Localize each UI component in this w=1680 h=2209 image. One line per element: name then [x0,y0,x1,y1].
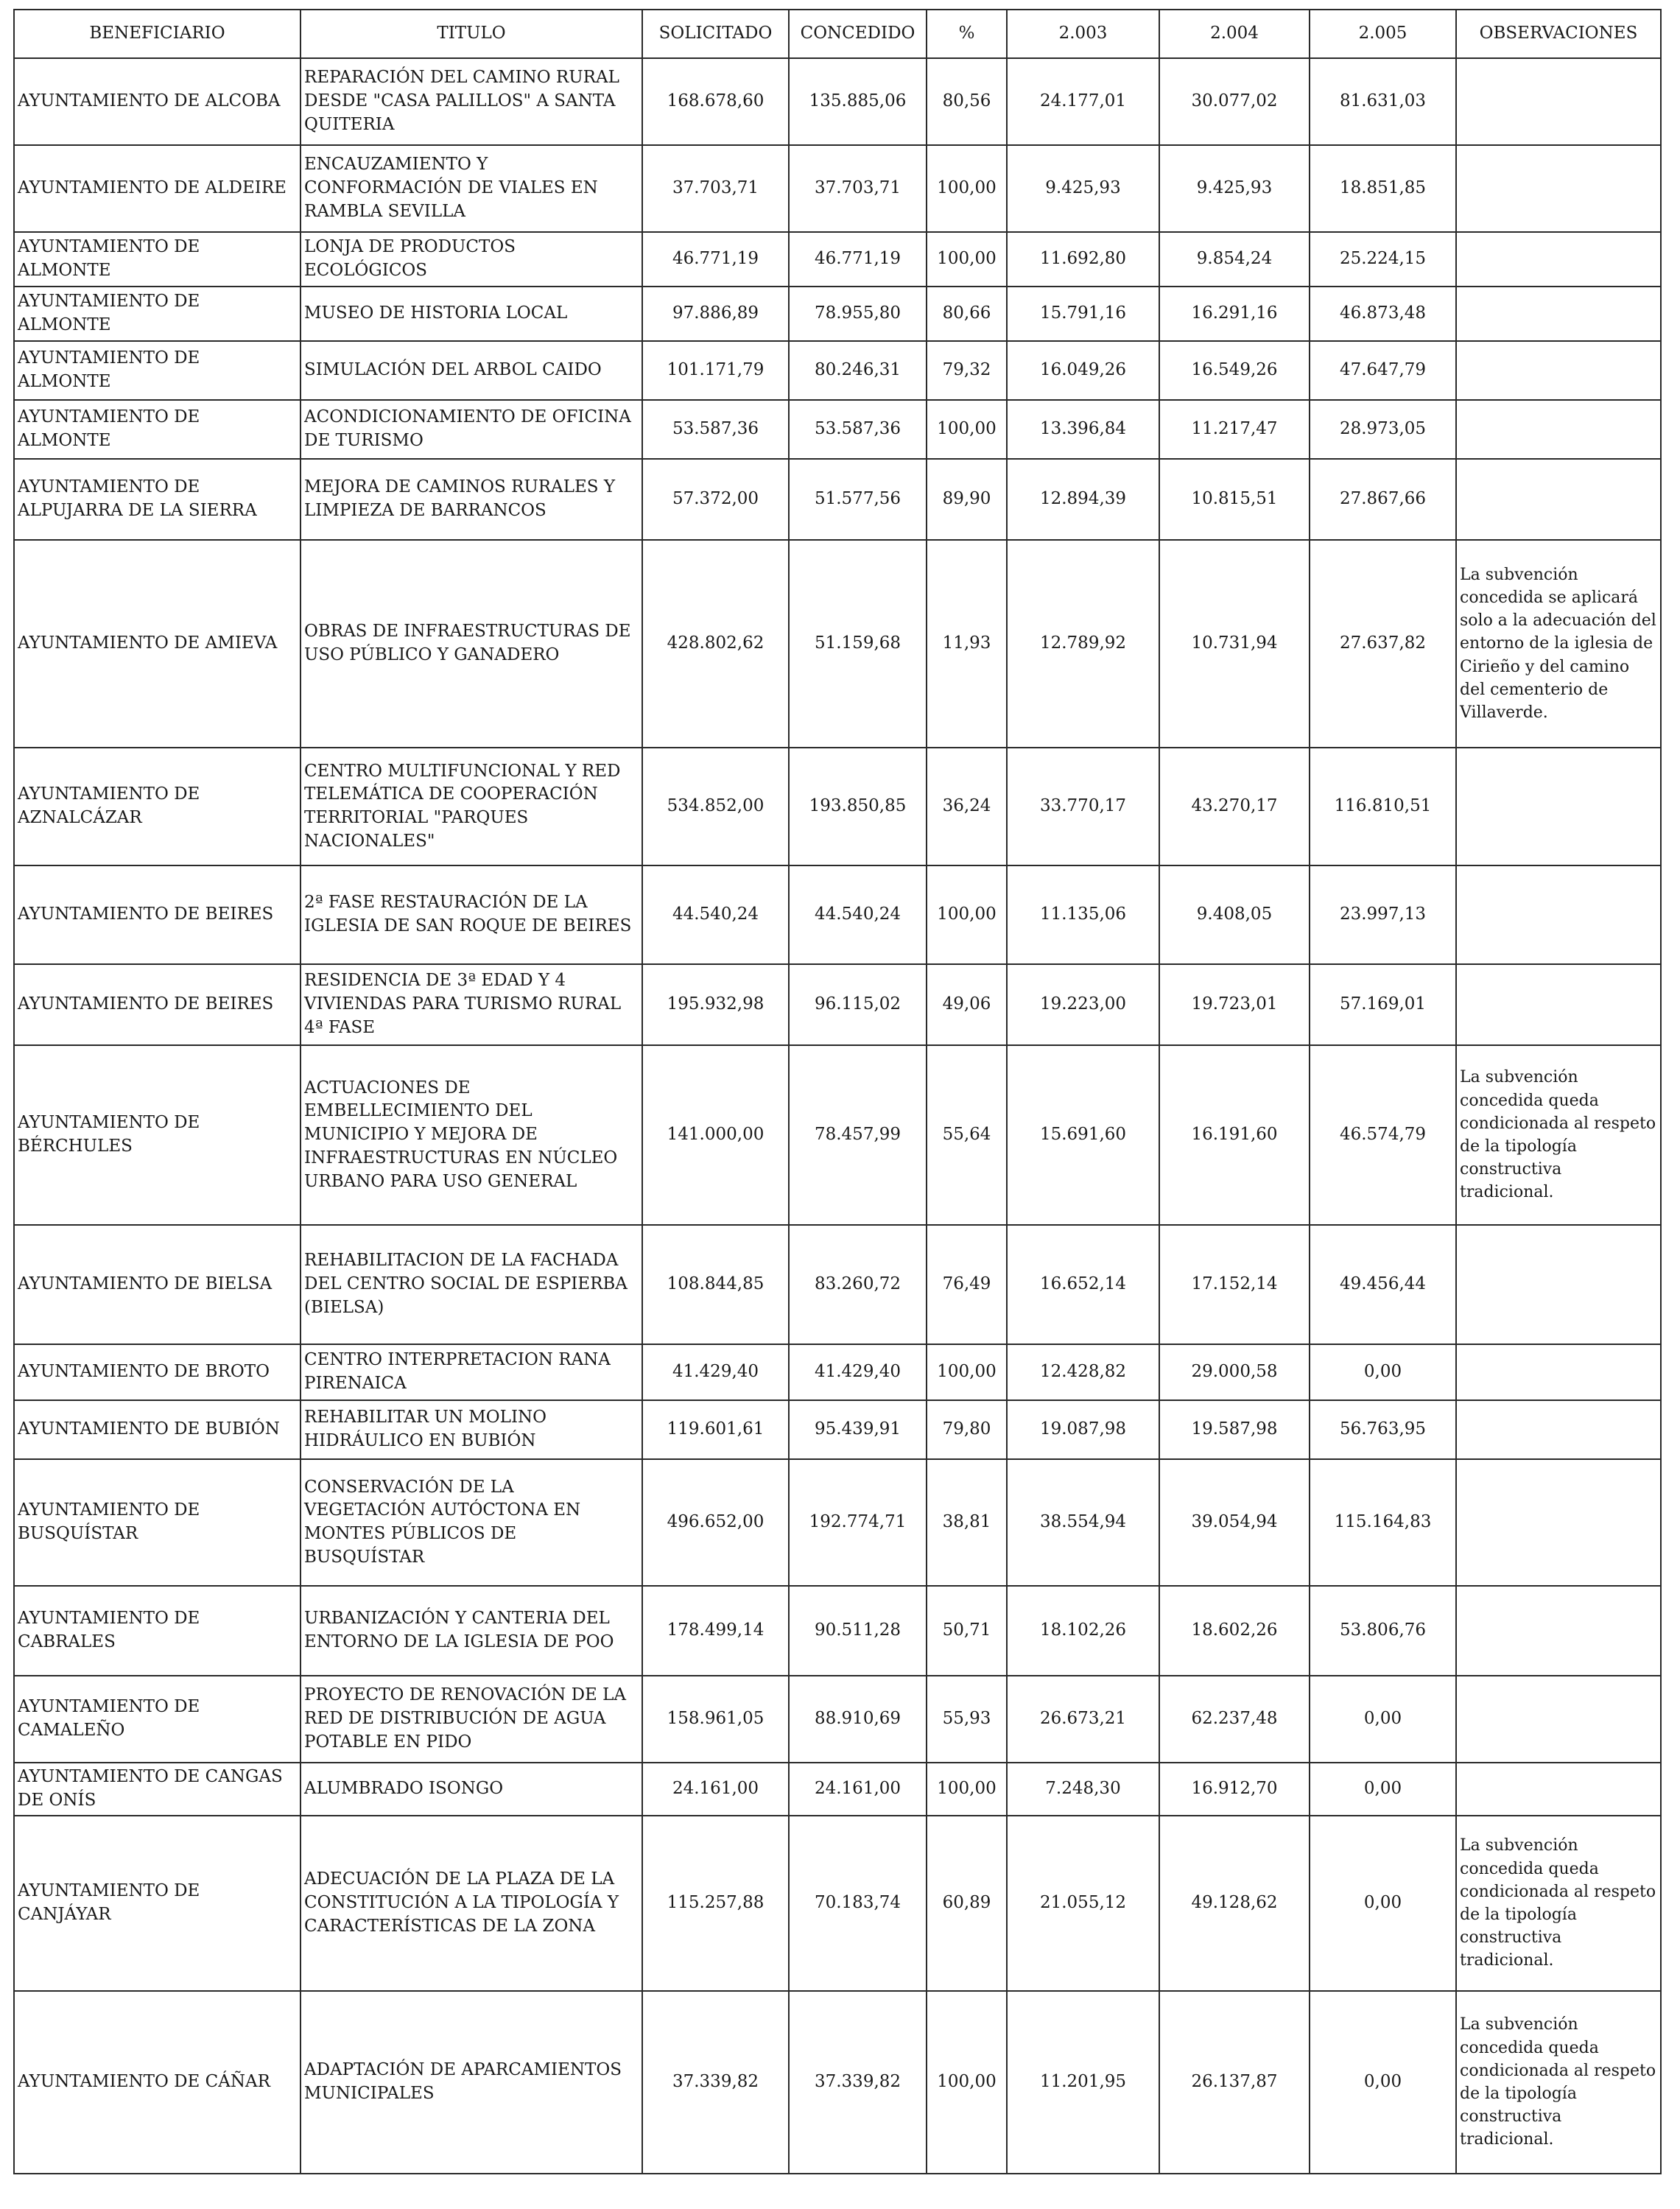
cell-percent: 100,00 [927,1344,1007,1400]
cell-2004: 62.237,48 [1159,1676,1310,1763]
cell-titulo: SIMULACIÓN DEL ARBOL CAIDO [300,341,642,400]
cell-2005: 25.224,15 [1310,232,1456,287]
cell-2004: 11.217,47 [1159,400,1310,459]
cell-solicitado: 178.499,14 [642,1586,789,1676]
cell-titulo: REHABILITAR UN MOLINO HIDRÁULICO EN BUBIÓN [300,1400,642,1459]
table-row [14,1400,1661,1459]
cell-2003: 15.691,60 [1007,1045,1159,1225]
col-header-titulo: TITULO [300,10,642,58]
cell-solicitado: 37.339,82 [642,1991,789,2174]
cell-2003: 21.055,12 [1007,1816,1159,1991]
cell-2005: 0,00 [1310,1344,1456,1400]
table-row [14,58,1661,145]
cell-2003: 13.396,84 [1007,400,1159,459]
cell-observaciones [1456,1225,1661,1344]
cell-concedido: 78.457,99 [789,1045,927,1225]
cell-concedido: 44.540,24 [789,865,927,964]
cell-2005: 28.973,05 [1310,400,1456,459]
cell-2004: 9.425,93 [1159,145,1310,232]
cell-2004: 16.191,60 [1159,1045,1310,1225]
cell-2004: 18.602,26 [1159,1586,1310,1676]
cell-beneficiario: AYUNTAMIENTO DE CANGAS DE ONÍS [14,1763,300,1816]
cell-observaciones: La subvención concedida se aplicará solo a la adecuación del entorno de la iglesia de Cirieño y del camino del cementerio de Villaverde. [1456,540,1661,748]
cell-2003: 26.673,21 [1007,1676,1159,1763]
table-row [14,1991,1661,2174]
cell-beneficiario: AYUNTAMIENTO DE BUSQUÍSTAR [14,1459,300,1586]
cell-percent: 55,64 [927,1045,1007,1225]
cell-2005: 57.169,01 [1310,964,1456,1045]
cell-2003: 38.554,94 [1007,1459,1159,1586]
cell-percent: 55,93 [927,1676,1007,1763]
cell-percent: 100,00 [927,1763,1007,1816]
cell-percent: 60,89 [927,1816,1007,1991]
cell-2005: 81.631,03 [1310,58,1456,145]
cell-concedido: 78.955,80 [789,287,927,341]
cell-beneficiario: AYUNTAMIENTO DE ALMONTE [14,341,300,400]
cell-observaciones [1456,287,1661,341]
cell-2004: 10.815,51 [1159,459,1310,540]
cell-2003: 11.135,06 [1007,865,1159,964]
cell-beneficiario: AYUNTAMIENTO DE ALMONTE [14,287,300,341]
cell-titulo: LONJA DE PRODUCTOS ECOLÓGICOS [300,232,642,287]
cell-concedido: 51.159,68 [789,540,927,748]
cell-2004: 9.854,24 [1159,232,1310,287]
cell-titulo: CENTRO MULTIFUNCIONAL Y RED TELEMÁTICA DE COOPERACIÓN TERRITORIAL "PARQUES NACIONALES" [300,748,642,865]
cell-titulo: ACTUACIONES DE EMBELLECIMIENTO DEL MUNICIPIO Y MEJORA DE INFRAESTRUCTURAS EN NÚCLEO URBANO PARA USO GENERAL [300,1045,642,1225]
cell-concedido: 37.703,71 [789,145,927,232]
grants-table [13,9,1662,2174]
cell-titulo: CONSERVACIÓN DE LA VEGETACIÓN AUTÓCTONA EN MONTES PÚBLICOS DE BUSQUÍSTAR [300,1459,642,1586]
cell-2003: 12.789,92 [1007,540,1159,748]
cell-2003: 19.087,98 [1007,1400,1159,1459]
cell-observaciones [1456,865,1661,964]
cell-2004: 10.731,94 [1159,540,1310,748]
cell-2004: 19.587,98 [1159,1400,1310,1459]
cell-solicitado: 101.171,79 [642,341,789,400]
cell-percent: 36,24 [927,748,1007,865]
cell-observaciones [1456,1459,1661,1586]
cell-2003: 18.102,26 [1007,1586,1159,1676]
cell-observaciones: La subvención concedida queda condicionada al respeto de la tipología constructiva tradicional. [1456,1991,1661,2174]
cell-2004: 43.270,17 [1159,748,1310,865]
cell-percent: 80,56 [927,58,1007,145]
cell-2005: 0,00 [1310,1676,1456,1763]
cell-solicitado: 496.652,00 [642,1459,789,1586]
cell-observaciones [1456,232,1661,287]
table-row [14,748,1661,865]
cell-titulo: ENCAUZAMIENTO Y CONFORMACIÓN DE VIALES EN RAMBLA SEVILLA [300,145,642,232]
cell-beneficiario: AYUNTAMIENTO DE ALCOBA [14,58,300,145]
cell-titulo: REPARACIÓN DEL CAMINO RURAL DESDE "CASA PALILLOS" A SANTA QUITERIA [300,58,642,145]
cell-2003: 12.894,39 [1007,459,1159,540]
cell-2005: 18.851,85 [1310,145,1456,232]
cell-solicitado: 24.161,00 [642,1763,789,1816]
cell-2005: 49.456,44 [1310,1225,1456,1344]
cell-titulo: MUSEO DE HISTORIA LOCAL [300,287,642,341]
table-row [14,1459,1661,1586]
cell-concedido: 95.439,91 [789,1400,927,1459]
cell-solicitado: 44.540,24 [642,865,789,964]
cell-observaciones [1456,1344,1661,1400]
cell-observaciones [1456,964,1661,1045]
cell-concedido: 51.577,56 [789,459,927,540]
cell-beneficiario: AYUNTAMIENTO DE ALDEIRE [14,145,300,232]
cell-concedido: 41.429,40 [789,1344,927,1400]
cell-titulo: URBANIZACIÓN Y CANTERIA DEL ENTORNO DE LA IGLESIA DE POO [300,1586,642,1676]
cell-2005: 27.867,66 [1310,459,1456,540]
cell-solicitado: 115.257,88 [642,1816,789,1991]
cell-beneficiario: AYUNTAMIENTO DE BEIRES [14,964,300,1045]
cell-percent: 79,32 [927,341,1007,400]
cell-solicitado: 119.601,61 [642,1400,789,1459]
cell-beneficiario: AYUNTAMIENTO DE CAMALEÑO [14,1676,300,1763]
cell-solicitado: 108.844,85 [642,1225,789,1344]
cell-titulo: CENTRO INTERPRETACION RANA PIRENAICA [300,1344,642,1400]
cell-2004: 39.054,94 [1159,1459,1310,1586]
cell-titulo: REHABILITACION DE LA FACHADA DEL CENTRO SOCIAL DE ESPIERBA (BIELSA) [300,1225,642,1344]
cell-observaciones [1456,748,1661,865]
table-row [14,1676,1661,1763]
cell-2005: 46.873,48 [1310,287,1456,341]
table-row [14,341,1661,400]
cell-beneficiario: AYUNTAMIENTO DE ALMONTE [14,400,300,459]
cell-concedido: 70.183,74 [789,1816,927,1991]
cell-titulo: ACONDICIONAMIENTO DE OFICINA DE TURISMO [300,400,642,459]
cell-solicitado: 195.932,98 [642,964,789,1045]
cell-percent: 11,93 [927,540,1007,748]
cell-2005: 0,00 [1310,1763,1456,1816]
cell-titulo: ALUMBRADO ISONGO [300,1763,642,1816]
cell-concedido: 80.246,31 [789,341,927,400]
cell-2005: 27.637,82 [1310,540,1456,748]
cell-2003: 9.425,93 [1007,145,1159,232]
cell-beneficiario: AYUNTAMIENTO DE BÉRCHULES [14,1045,300,1225]
cell-observaciones: La subvención concedida queda condicionada al respeto de la tipología constructiva tradicional. [1456,1816,1661,1991]
cell-2004: 16.291,16 [1159,287,1310,341]
cell-2004: 49.128,62 [1159,1816,1310,1991]
cell-2003: 33.770,17 [1007,748,1159,865]
header-row [14,10,1661,58]
col-header-concedido: CONCEDIDO [789,10,927,58]
cell-2005: 115.164,83 [1310,1459,1456,1586]
cell-titulo: ADECUACIÓN DE LA PLAZA DE LA CONSTITUCIÓN A LA TIPOLOGÍA Y CARACTERÍSTICAS DE LA ZONA [300,1816,642,1991]
cell-observaciones [1456,1763,1661,1816]
cell-concedido: 37.339,82 [789,1991,927,2174]
cell-observaciones: La subvención concedida queda condicionada al respeto de la tipología constructiva tradicional. [1456,1045,1661,1225]
cell-percent: 100,00 [927,1991,1007,2174]
cell-beneficiario: AYUNTAMIENTO DE CABRALES [14,1586,300,1676]
cell-percent: 100,00 [927,145,1007,232]
cell-solicitado: 428.802,62 [642,540,789,748]
table-row [14,232,1661,287]
cell-titulo: 2ª FASE RESTAURACIÓN DE LA IGLESIA DE SAN ROQUE DE BEIRES [300,865,642,964]
cell-solicitado: 53.587,36 [642,400,789,459]
cell-beneficiario: AYUNTAMIENTO DE BIELSA [14,1225,300,1344]
table-row [14,1045,1661,1225]
cell-observaciones [1456,1400,1661,1459]
cell-2004: 16.912,70 [1159,1763,1310,1816]
cell-2005: 47.647,79 [1310,341,1456,400]
cell-concedido: 24.161,00 [789,1763,927,1816]
cell-2005: 116.810,51 [1310,748,1456,865]
cell-percent: 89,90 [927,459,1007,540]
cell-beneficiario: AYUNTAMIENTO DE CÁÑAR [14,1991,300,2174]
cell-2003: 19.223,00 [1007,964,1159,1045]
cell-percent: 100,00 [927,400,1007,459]
cell-titulo: ADAPTACIÓN DE APARCAMIENTOS MUNICIPALES [300,1991,642,2174]
cell-titulo: PROYECTO DE RENOVACIÓN DE LA RED DE DISTRIBUCIÓN DE AGUA POTABLE EN PIDO [300,1676,642,1763]
cell-2004: 26.137,87 [1159,1991,1310,2174]
cell-solicitado: 57.372,00 [642,459,789,540]
cell-titulo: RESIDENCIA DE 3ª EDAD Y 4 VIVIENDAS PARA TURISMO RURAL 4ª FASE [300,964,642,1045]
table-row [14,1816,1661,1991]
cell-concedido: 88.910,69 [789,1676,927,1763]
cell-2003: 16.652,14 [1007,1225,1159,1344]
cell-2005: 56.763,95 [1310,1400,1456,1459]
col-header-solicitado: SOLICITADO [642,10,789,58]
table-row [14,540,1661,748]
cell-percent: 100,00 [927,865,1007,964]
cell-beneficiario: AYUNTAMIENTO DE BUBIÓN [14,1400,300,1459]
cell-2003: 7.248,30 [1007,1763,1159,1816]
cell-observaciones [1456,459,1661,540]
cell-2005: 46.574,79 [1310,1045,1456,1225]
cell-observaciones [1456,58,1661,145]
table-row [14,1586,1661,1676]
cell-percent: 49,06 [927,964,1007,1045]
cell-solicitado: 168.678,60 [642,58,789,145]
col-header-2005: 2.005 [1310,10,1456,58]
table-row [14,865,1661,964]
cell-concedido: 53.587,36 [789,400,927,459]
table-row [14,287,1661,341]
cell-percent: 76,49 [927,1225,1007,1344]
cell-2004: 30.077,02 [1159,58,1310,145]
cell-percent: 80,66 [927,287,1007,341]
cell-beneficiario: AYUNTAMIENTO DE AMIEVA [14,540,300,748]
cell-beneficiario: AYUNTAMIENTO DE ALMONTE [14,232,300,287]
cell-beneficiario: AYUNTAMIENTO DE ALPUJARRA DE LA SIERRA [14,459,300,540]
cell-solicitado: 41.429,40 [642,1344,789,1400]
cell-2005: 23.997,13 [1310,865,1456,964]
cell-solicitado: 158.961,05 [642,1676,789,1763]
cell-2003: 24.177,01 [1007,58,1159,145]
cell-2003: 12.428,82 [1007,1344,1159,1400]
cell-2003: 15.791,16 [1007,287,1159,341]
cell-concedido: 96.115,02 [789,964,927,1045]
cell-2004: 9.408,05 [1159,865,1310,964]
cell-2003: 16.049,26 [1007,341,1159,400]
col-header-percent: % [927,10,1007,58]
cell-solicitado: 141.000,00 [642,1045,789,1225]
cell-2004: 19.723,01 [1159,964,1310,1045]
cell-percent: 38,81 [927,1459,1007,1586]
cell-concedido: 46.771,19 [789,232,927,287]
cell-observaciones [1456,341,1661,400]
cell-beneficiario: AYUNTAMIENTO DE BEIRES [14,865,300,964]
cell-observaciones [1456,1676,1661,1763]
cell-concedido: 90.511,28 [789,1586,927,1676]
cell-concedido: 192.774,71 [789,1459,927,1586]
table-row [14,459,1661,540]
cell-titulo: OBRAS DE INFRAESTRUCTURAS DE USO PÚBLICO Y GANADERO [300,540,642,748]
table-row [14,145,1661,232]
cell-solicitado: 46.771,19 [642,232,789,287]
col-header-observaciones: OBSERVACIONES [1456,10,1661,58]
cell-observaciones [1456,145,1661,232]
table-row [14,400,1661,459]
col-header-beneficiario: BENEFICIARIO [14,10,300,58]
table-row [14,1763,1661,1816]
cell-2003: 11.692,80 [1007,232,1159,287]
cell-solicitado: 97.886,89 [642,287,789,341]
cell-solicitado: 534.852,00 [642,748,789,865]
cell-concedido: 83.260,72 [789,1225,927,1344]
cell-percent: 50,71 [927,1586,1007,1676]
cell-2004: 16.549,26 [1159,341,1310,400]
cell-solicitado: 37.703,71 [642,145,789,232]
table-row [14,1225,1661,1344]
cell-beneficiario: AYUNTAMIENTO DE AZNALCÁZAR [14,748,300,865]
cell-2004: 17.152,14 [1159,1225,1310,1344]
table-row [14,1344,1661,1400]
cell-percent: 79,80 [927,1400,1007,1459]
table-row [14,964,1661,1045]
cell-beneficiario: AYUNTAMIENTO DE BROTO [14,1344,300,1400]
cell-2005: 0,00 [1310,1816,1456,1991]
cell-beneficiario: AYUNTAMIENTO DE CANJÁYAR [14,1816,300,1991]
cell-2004: 29.000,58 [1159,1344,1310,1400]
cell-percent: 100,00 [927,232,1007,287]
cell-observaciones [1456,400,1661,459]
cell-concedido: 193.850,85 [789,748,927,865]
col-header-2003: 2.003 [1007,10,1159,58]
cell-concedido: 135.885,06 [789,58,927,145]
cell-2005: 0,00 [1310,1991,1456,2174]
cell-titulo: MEJORA DE CAMINOS RURALES Y LIMPIEZA DE BARRANCOS [300,459,642,540]
cell-2003: 11.201,95 [1007,1991,1159,2174]
col-header-2004: 2.004 [1159,10,1310,58]
cell-observaciones [1456,1586,1661,1676]
cell-2005: 53.806,76 [1310,1586,1456,1676]
